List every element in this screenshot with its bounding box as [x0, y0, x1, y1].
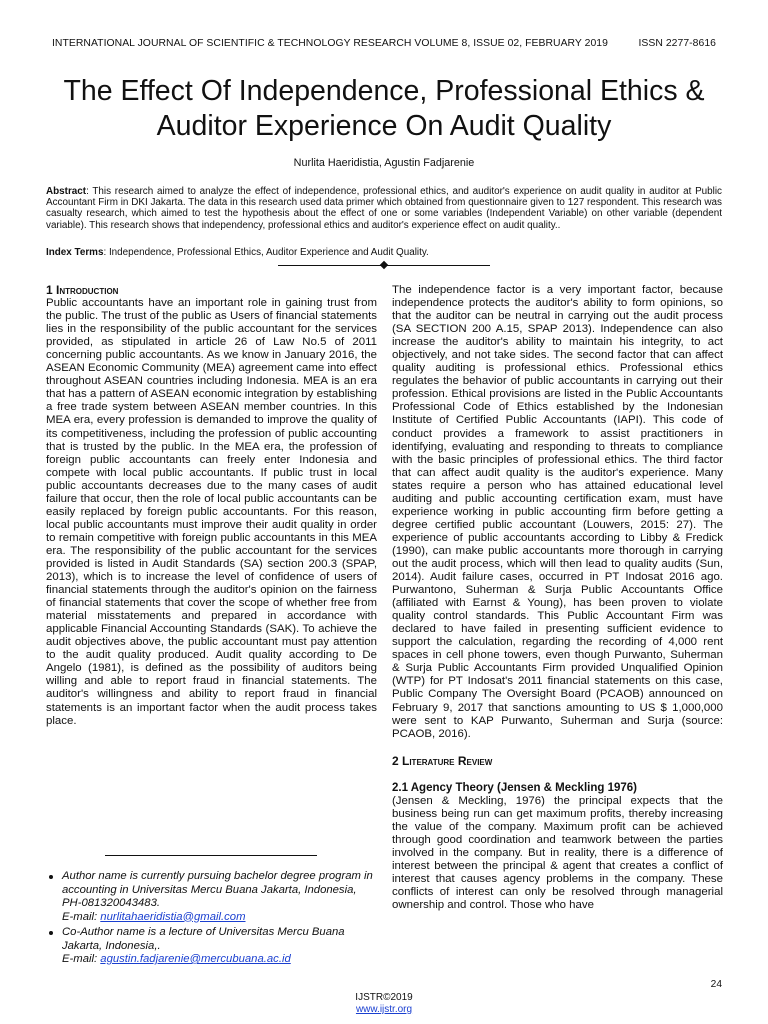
- coauthor-email-link[interactable]: agustin.fadjarenie@mercubuana.ac.id: [100, 953, 291, 965]
- author-email-link[interactable]: nurlitahaeridistia@gmail.com: [100, 910, 246, 923]
- subsection-heading-agency-theory: 2.1 Agency Theory (Jensen & Meckling 1976): [392, 781, 637, 794]
- footnote-coauthor-text: Co-Author name is a lecture of Universitas Mercu Buana Jakarta, Indonesia,.: [62, 926, 345, 952]
- index-terms-label: Index Terms: [46, 247, 104, 258]
- page-number: 24: [710, 979, 722, 990]
- footnote-rule: [105, 855, 317, 856]
- intro-paragraph-1: Public accountants have an important role in gaining trust from the public. The trust of the public as Users of financial statements lies in the responsibility of the public accountant for the services provided, as stipulated in article 26 of Law No.5 of 2011 concerning public accountants. As we know in January 2016, the ASEAN Economic Community (MEA) agreement came into effect throughout ASEAN countries including Indonesia. MEA is an era that has a pattern of ASEAN economic integration by establishing a free trade system between ASEAN member countries. In this MEA era, every profession is demanded to improve the quality of its competitiveness, including the profession of public accounting that is trusted by the public. In the MEA era, the profession of foreign public accountants can freely enter Indonesia and compete with local public accountants. If public trust in local public accountants decreases due to the many cases of audit failure that occur, then the role of local public accountants can be easily replaced by foreign public accountants. For this reason, local public accountants must improve their audit quality in order to remain competitive with foreign public accountants in this MEA era. The responsibility of the public accountant for the services provided is listed in Audit Standards (SA) section 200.3 (SPAP, 2013), which is to increase the level of confidence of users of financial statements through the auditor's opinion on the fairness of financial statements that cover the scope of whether free from material misstatements and prepared in accordance with applicable Financial Accounting Standards (SAK). To achieve the audit objectives above, the public accountant must pay attention to the audit quality produced. Audit quality according to De Angelo (1981), is defined as the possibility of auditors being willing and able to report fraud in financial statements. The auditor's willingness and ability to report fraud in financial statements is an important factor when the audit process takes place.: [46, 297, 377, 727]
- left-column: [46, 284, 377, 728]
- page-footer: [0, 992, 768, 1016]
- index-terms: [46, 247, 722, 258]
- footnote-author-email-label: E-mail:: [62, 910, 101, 923]
- agency-theory-paragraph: (Jensen & Meckling, 1976) the principal expects that the business being run can get maximum profits, thereby increasing the value of the company. Maximum profit can be achieved through good coordination and teamwork between the parties involved in the company. But in reality, there is a difference of interest between the principal & agent that creates a conflict of interest that causes agency problems in the company. These conflicts of interest can only be resolved through managerial ownership and control. Those who have: [392, 794, 723, 912]
- author-footnotes: [46, 870, 377, 969]
- index-terms-text: : Independence, Professional Ethics, Auditor Experience and Audit Quality.: [103, 247, 429, 258]
- right-column: [392, 284, 723, 912]
- abstract-text: : This research aimed to analyze the effect of independence, professional ethics, and auditor's experience on audit quality in auditor at Public Accountant Firm in DKI Jakarta. The data in this research used data primer which obtained from questionnaire given to 127 respondent. This research was casualty research, which aimed to test the hypothesis about the effect of one or some variables (Independent Variable) on other variable (dependent variable). This research shows that independency, professional ethics and auditor's experience effect on audit quality..: [46, 186, 722, 231]
- author-list: Nurlita Haeridistia, Agustin Fadjarenie: [293, 157, 475, 169]
- footer-copyright: IJSTR©2019: [355, 992, 413, 1003]
- footer-website-link[interactable]: www.ijstr.org: [355, 1004, 413, 1015]
- section-heading-literature-review: 2 Literature Review: [392, 753, 493, 768]
- footnote-author-text: Author name is currently pursuing bachelor degree program in accounting in Universitas Mercu Buana Jakarta, Indonesia, PH-081320043483.: [62, 870, 373, 909]
- footnote-coauthor-email-label: E-mail:: [62, 953, 101, 965]
- footnote-author: [46, 870, 377, 924]
- journal-name: INTERNATIONAL JOURNAL OF SCIENTIFIC & TECHNOLOGY RESEARCH VOLUME 8, ISSUE 02, FEBRUARY 2019: [52, 38, 608, 49]
- paper-title: [30, 74, 738, 144]
- abstract: [46, 186, 722, 231]
- issn-number: ISSN 2277-8616: [638, 38, 716, 49]
- title-line-2: Auditor Experience On Audit Quality: [156, 110, 612, 142]
- abstract-label: Abstract: [46, 186, 87, 197]
- divider-diamond-icon: [380, 261, 388, 269]
- intro-paragraph-2: The independence factor is a very important factor, because independence protects the auditor's ability to form opinions, so that the auditor can be neutral in carrying out the audit process (SA SECTION 200 A.15, SPAP 2013). Independence can also increase the auditor's ability to maintain his integrity, to act objectively, and not take sides. The second factor that can affect quality auditing is professional ethics. Professional ethics regulates the behavior of public accountants in carrying out their profession. Ethical provisions are listed in the Public Accountants Professional Code of Ethics established by the Indonesian Institute of Certified Public Accountants (IAPI). This code of conduct provides a framework to assist practitioners in identifying, evaluating and responding to threats to compliance with the basic principles of professional ethics. The third factor that can affect audit quality is the auditor's experience. Many states require a person who has attained educational level auditing and public accounting certification exam, must have experience working in public accounting firm before getting a degree certified public accountant (Louwers, 2015: 27). The experience of public accountants according to Libby & Fredick (1990), can make public accountants more thorough in carrying out the audit process, which will then lead to quality audits (Sun, 2014). Audit failure cases, occurred in PT Indosat 2016 ago. Purwantono, Suherman & Surja Public Accountants Office (affiliated with Earnst & Young), has been proven to violate quality control standards. This Public Accountant Firm was declared to have failed in presenting sufficient evidence to support the calculation, regarding the recording of 4,000 rent spaces in cell phone towers, even though Purwanto, Suherman & Surja Public Accountants Firm provided Unqualified Opinion (WTP) for PT Indosat's 2011 financial statements on this case, Public Company The Oversight Board (PCAOB) announced on February 9, 2017 that sanctions amounting to US $ 1,000,000 were sent to KAP Purwanto, Suherman and Surja (source: PCAOB, 2016).: [392, 284, 723, 740]
- section-heading-introduction: 1 Introduction: [46, 283, 119, 297]
- footnote-coauthor: [46, 926, 377, 967]
- title-line-1: The Effect Of Independence, Professional Ethics &: [63, 75, 705, 107]
